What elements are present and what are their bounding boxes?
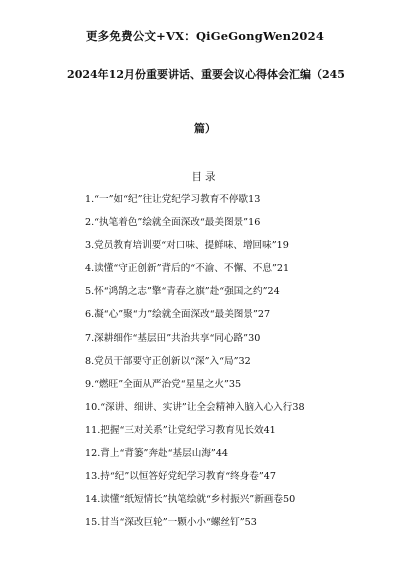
toc-item: 7.深耕细作“基层田”共治共享“同心路”30 [85, 332, 261, 344]
toc-item: 1.“一”如“纪”往让党纪学习教育不停歇13 [85, 194, 261, 205]
toc-item: 12.背上“背篓”奔赴“基层山海”44 [85, 448, 229, 460]
toc-item: 11.把握“三对关系”让党纪学习教育见长效41 [85, 424, 276, 436]
toc-item: 14.读懂“纸短情长”执笔绘就“乡村振兴”新画卷50 [85, 494, 296, 506]
toc-item: 9.“燃旺”全面从严治党“星星之火”35 [85, 378, 242, 390]
toc-item: 8.党员干部要守正创新以“深”入“局”32 [85, 355, 251, 367]
toc-item: 13.持“纪”以恒答好党纪学习教育“终身卷”47 [85, 471, 276, 483]
toc-item: 2.“执笔着色”绘就全面深改“最美图景”16 [85, 217, 261, 229]
document-header: 更多免费公文+VX：QiGeGongWen2024 [85, 29, 325, 43]
document-title-line-1: 2024年12月份重要讲话、重要会议心得体会汇编（245 [67, 68, 345, 81]
document-title-line-2: 篇） [194, 122, 216, 135]
toc-item: 15.甘当“深改巨轮”一颗小小“螺丝钉”53 [85, 517, 257, 529]
toc-item: 4.读懂“守正创新”背后的“不渝、不懈、不息”21 [85, 263, 290, 275]
toc-item: 6.凝“心”聚“力”绘就全面深改“最美图景”27 [85, 309, 271, 321]
toc-item: 5.怀“鸿鹄之志”擎“青春之旗”赴“强国之约”24 [85, 286, 280, 298]
toc-item: 10.“深讲、细讲、实讲”让全会精神入脑入心入行38 [85, 401, 305, 413]
toc-heading: 目录 [191, 171, 219, 183]
table-of-contents [85, 188, 385, 534]
toc-item: 3.党员教育培训要“对口味、提鲜味、增回味”19 [85, 240, 289, 252]
